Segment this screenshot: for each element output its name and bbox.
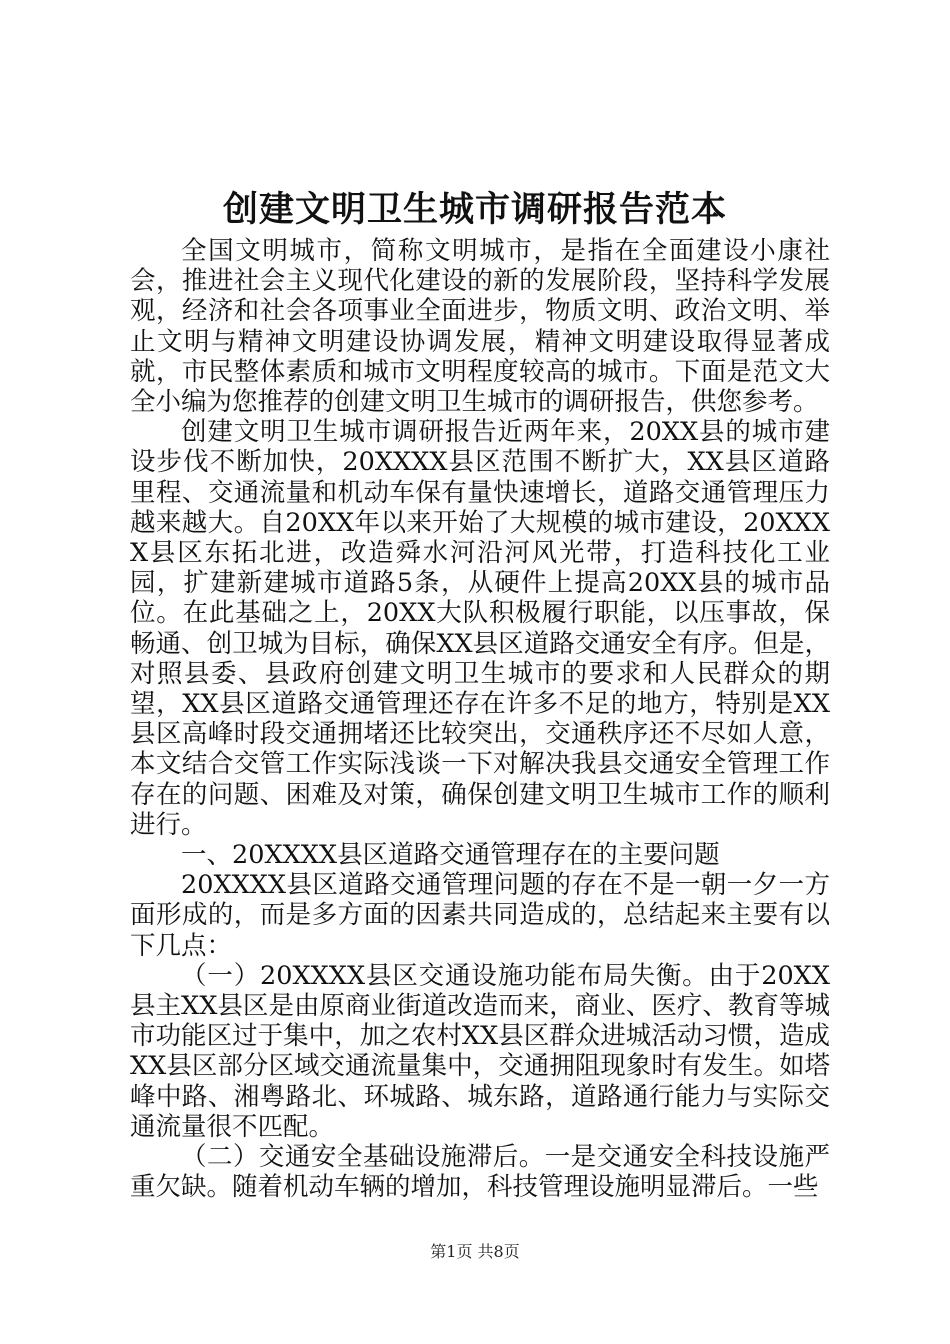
paragraph-background: 创建文明卫生城市调研报告近两年来，20XX县的城市建设步伐不断加快，20XXXX县区范围不断扩大，XX县区道路里程、交通流量和机动车保有量快速增长，道路交通管理压力越来越大。自20XX年以来开始了大规模的城市建设，20XXXX县区东拓北进，改造舜水河沿河风光带，打造科技化工业园，扩建新建城市道路5条，从硬件上提高20XX县的城市品位。在此基础之上，20XX大队积极履行职能，以压事故，保畅通、创卫城为目标，确保XX县区道路交通安全有序。但是，对照县委、县政府创建文明卫生城市的要求和人民群众的期望，XX县区道路交通管理还存在许多不足的地方，特别是XX县区高峰时段交通拥堵还比较突出，交通秩序还不尽如人意，本文结合交管工作实际浅谈一下对解决我县交通安全管理工作存在的问题、困难及对策，确保创建文明卫生城市工作的顺利进行。	[130, 417, 830, 840]
document-title: 创建文明卫生城市调研报告范本	[222, 189, 727, 230]
document-body	[130, 236, 830, 1203]
section-heading-1: 一、20XXXX县区道路交通管理存在的主要问题	[181, 840, 720, 871]
paragraph-summary: 20XXXX县区道路交通管理问题的存在不是一朝一夕一方面形成的，而是多方面的因素共同造成的，总结起来主要有以下几点：	[130, 870, 830, 961]
paragraph-point-1: （一）20XXXX县区交通设施功能布局失衡。由于20XX县主XX县区是由原商业街道改造而来，商业、医疗、教育等城市功能区过于集中，加之农村XX县区群众进城活动习惯，造成XX县区部分区域交通流量集中，交通拥阻现象时有发生。如塔峰中路、湘粤路北、环城路、城东路，道路通行能力与实际交通流量很不匹配。	[130, 960, 830, 1142]
paragraph-intro: 全国文明城市，简称文明城市，是指在全面建设小康社会，推进社会主义现代化建设的新的发展阶段，坚持科学发展观，经济和社会各项事业全面进步，物质文明、政治文明、举止文明与精神文明建设协调发展，精神文明建设取得显著成就，市民整体素质和城市文明程度较高的城市。下面是范文大全小编为您推荐的创建文明卫生城市的调研报告，供您参考。	[130, 236, 830, 418]
page-number-footer: 第1页 共8页	[430, 1242, 520, 1261]
paragraph-point-2: （二）交通安全基础设施滞后。一是交通安全科技设施严重欠缺。随着机动车辆的增加，科技管理设施明显滞后。一些	[130, 1142, 830, 1203]
